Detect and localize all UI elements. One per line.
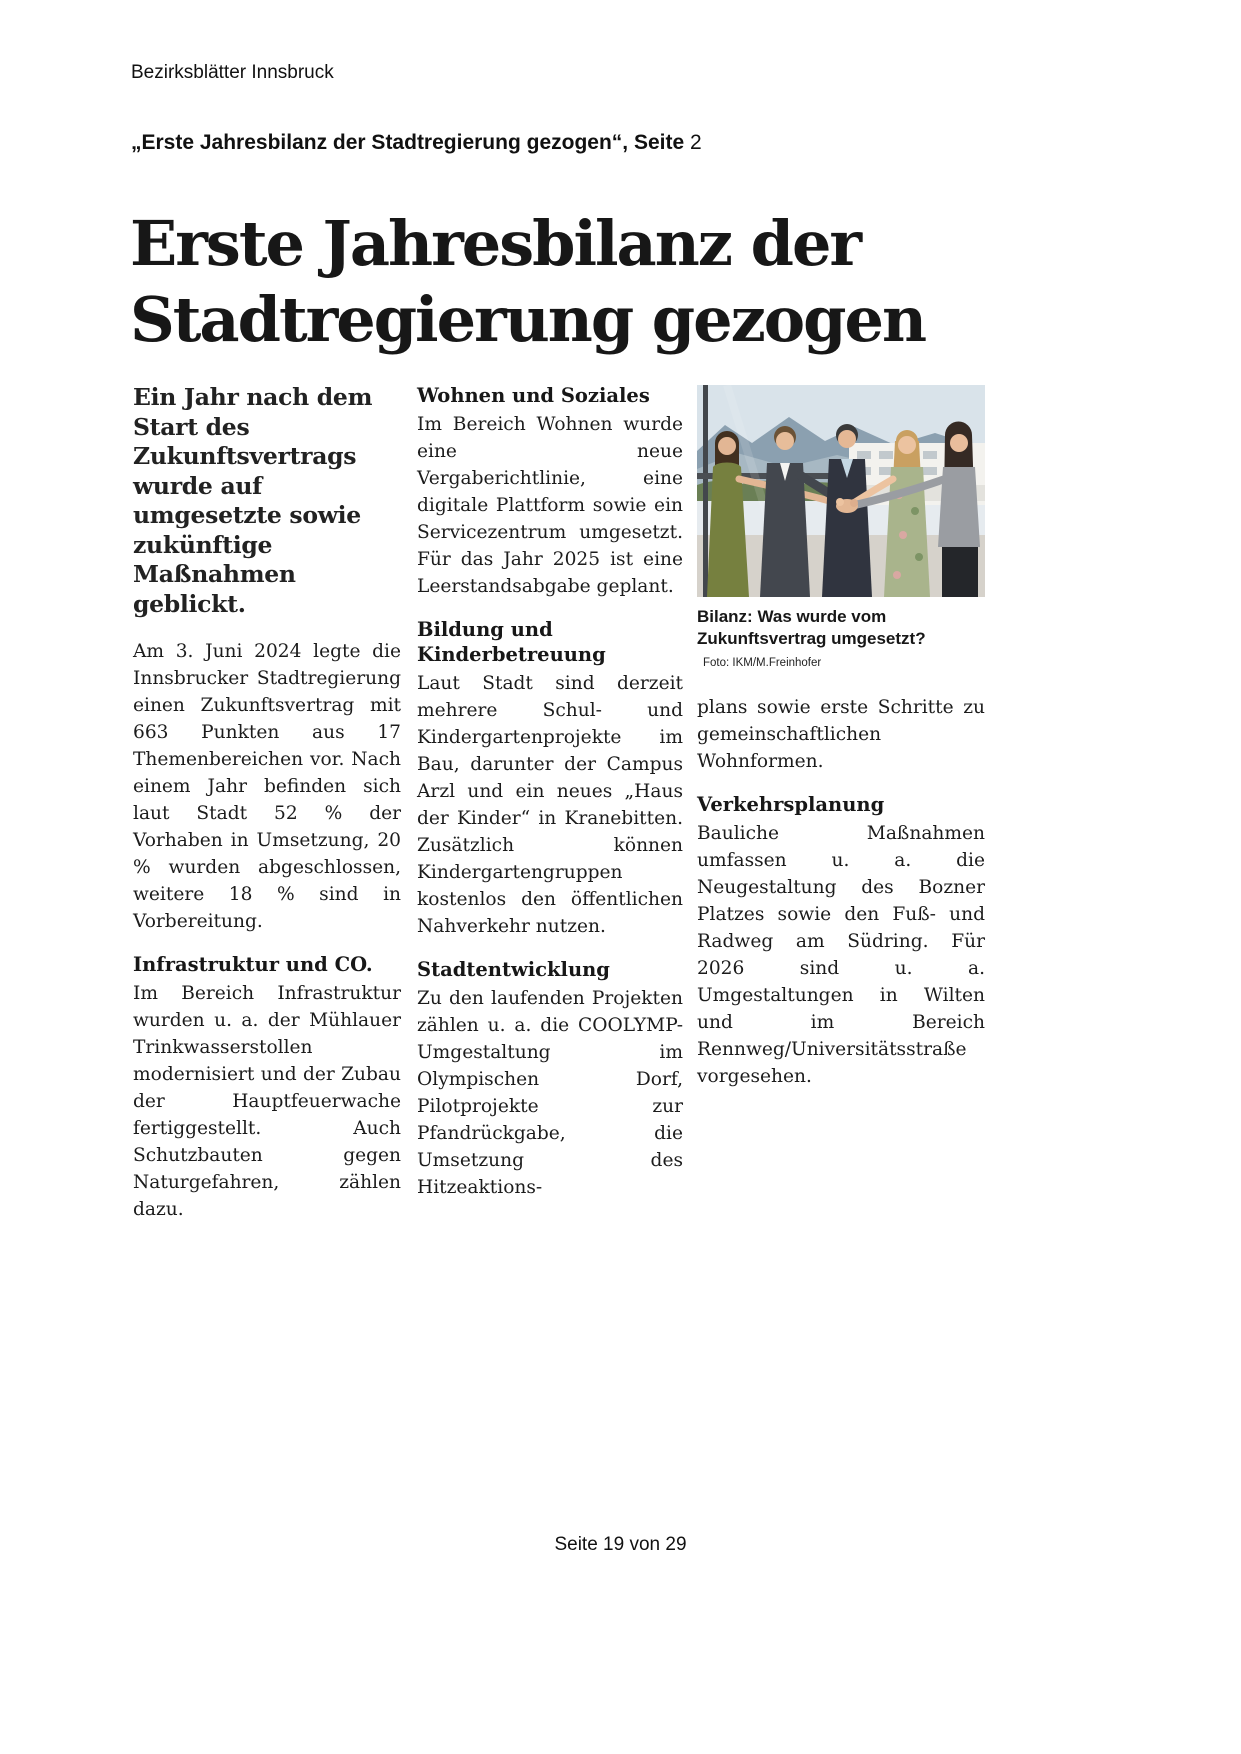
headline-line-1: Erste Jahresbilanz der: [130, 207, 861, 280]
publication-name: Bezirksblätter Innsbruck: [131, 62, 334, 83]
reference-line: [131, 131, 702, 155]
article-headline: [130, 206, 1030, 358]
paragraph-stadtentwicklung: Zu den laufenden Projekten zählen u. a. die COOLYMP-Umgestaltung im Olympischen Dorf, Pilotprojekte zur Pfandrückgabe, die Umsetzung des Hitzeaktions-: [417, 988, 683, 1198]
section-heading-stadtentwicklung: Stadtentwicklung: [417, 958, 610, 981]
reference-page-number: 2: [689, 131, 702, 154]
page-footer: Seite 19 von 29: [554, 1534, 687, 1555]
paragraph-bildung: Laut Stadt sind derzeit mehrere Schul- und Kindergartenprojekte im Bau, darunter der Campus Arzl und ein neues „Haus der Kinder“ in Kranebitten. Zusätzlich können Kindergartengruppen kostenlos den öffentlichen Nahverkehr nutzen.: [417, 673, 683, 937]
section-heading-bildung: Bildung und Kinderbetreuung: [417, 618, 606, 666]
article-photo: [697, 385, 985, 597]
section-heading-wohnen: Wohnen und Soziales: [417, 384, 650, 407]
photo-caption-text: Bilanz: Was wurde vom Zukunftsvertrag umgesetzt?: [697, 607, 926, 648]
paragraph-verkehrsplanung: Bauliche Maßnahmen umfassen u. a. die Neugestaltung des Bozner Platzes sowie den Fuß- und Radweg am Südring. Für 2026 sind u. a. Umgestaltungen in Wilten und im Bereich Rennweg/Universitätsstraße vorgesehen.: [697, 823, 985, 1087]
column-middle: [417, 383, 683, 1201]
column-right: [697, 385, 985, 1090]
article-lede: Ein Jahr nach dem Start des Zukunftsvertrags wurde auf umgesetzte sowie zukünftige Maßnahmen geblickt.: [133, 383, 373, 618]
section-heading-infrastruktur: Infrastruktur und CO.: [133, 953, 373, 976]
section-heading-verkehrsplanung: Verkehrsplanung: [697, 793, 885, 816]
photo-caption: [697, 606, 985, 674]
column-left: [133, 383, 401, 1223]
photo-illustration: [697, 385, 985, 597]
paragraph-infrastruktur: Im Bereich Infrastruktur wurden u. a. der Mühlauer Trinkwasserstollen modernisiert und der Zubau der Hauptfeuerwache fertiggestellt. Auch Schutzbauten gegen Naturgefahren, zählen dazu.: [133, 983, 401, 1220]
reference-title: „Erste Jahresbilanz der Stadtregierung gezogen“, Seite: [131, 131, 690, 154]
paragraph-intro: Am 3. Juni 2024 legte die Innsbrucker Stadtregierung einen Zukunftsvertrag mit 663 Punkten aus 17 Themenbereichen vor. Nach einem Jahr befinden sich laut Stadt 52 % der Vorhaben in Umsetzung, 20 % wurden abgeschlossen, weitere 18 % sind in Vorbereitung.: [133, 641, 401, 932]
photo-credit: Foto: IKM/M.Freinhofer: [703, 657, 822, 669]
paragraph-hitzeaktionsplan-fortsetzung: plans sowie erste Schritte zu gemeinschaftlichen Wohnformen.: [697, 697, 985, 772]
paragraph-wohnen: Im Bereich Wohnen wurde eine neue Vergaberichtlinie, eine digitale Plattform sowie ein Servicezentrum umgesetzt. Für das Jahr 2025 ist eine Leerstandsabgabe geplant.: [417, 414, 683, 597]
headline-line-2: Stadtregierung gezogen: [130, 283, 926, 356]
